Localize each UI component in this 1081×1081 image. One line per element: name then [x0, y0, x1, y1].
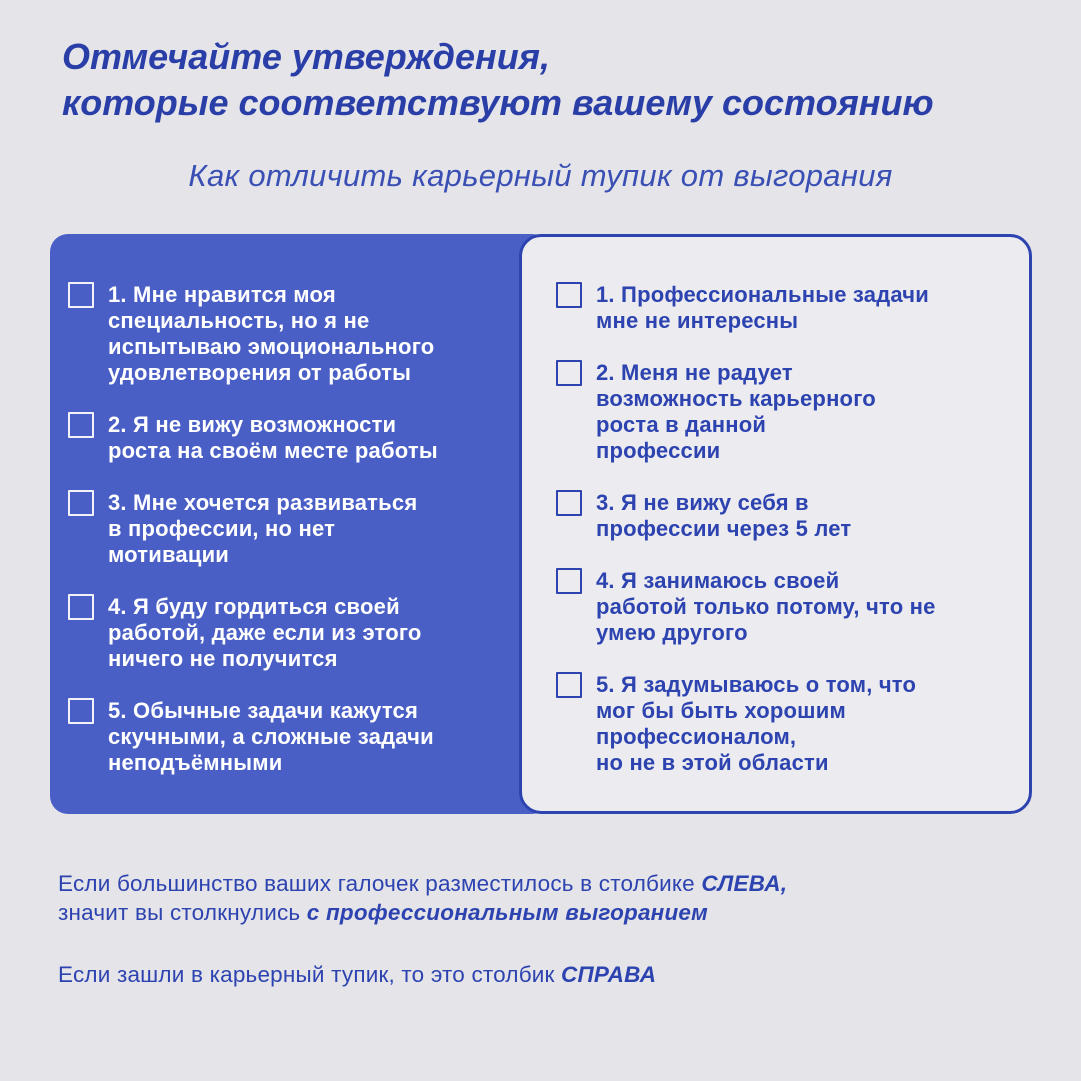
- checklist-item-text: 4. Я буду гордиться своей работой, даже если из этого ничего не получится: [108, 594, 422, 671]
- checkbox[interactable]: [556, 672, 582, 698]
- checklist-item[interactable]: [556, 568, 936, 646]
- checklist-item-text: 1. Профессиональные задачи мне не интересны: [596, 282, 929, 333]
- checklist-item-text: 5. Обычные задачи кажутся скучными, а сложные задачи неподъёмными: [108, 698, 434, 775]
- checkbox[interactable]: [68, 282, 94, 308]
- checklist-item-text: 5. Я задумываюсь о том, что мог бы быть хорошим профессионалом, но не в этой области: [596, 672, 917, 775]
- checkbox[interactable]: [556, 282, 582, 308]
- checkbox[interactable]: [556, 568, 582, 594]
- checklist-item[interactable]: [68, 594, 422, 672]
- checklist-item[interactable]: [556, 672, 916, 776]
- checklist-item-text: 4. Я занимаюсь своей работой только потому, что не умею другого: [596, 568, 936, 645]
- checkbox[interactable]: [68, 412, 94, 438]
- checklist-item-text: 2. Меня не радует возможность карьерного роста в данной профессии: [596, 360, 876, 463]
- footer-text: Если зашли в карьерный тупик, то это столбик: [58, 962, 562, 987]
- checkbox[interactable]: [68, 594, 94, 620]
- footer-text: значит вы столкнулись: [58, 900, 307, 925]
- checklist-item[interactable]: [68, 282, 434, 386]
- checkbox[interactable]: [556, 490, 582, 516]
- checklist-item[interactable]: [556, 360, 876, 464]
- subtitle: Как отличить карьерный тупик от выгорания: [188, 158, 893, 193]
- checklist-item[interactable]: [556, 282, 929, 334]
- checkbox[interactable]: [556, 360, 582, 386]
- career-deadlock-column: [519, 234, 1032, 814]
- title-line-2: которые соответствуют вашему состоянию: [62, 82, 934, 123]
- footer-emphasis-left: СЛЕВА,: [701, 871, 788, 896]
- checklist-item-text: 3. Мне хочется развиваться в профессии, но нет мотивации: [108, 490, 418, 567]
- result-explanation-deadlock: [58, 960, 656, 989]
- footer-emphasis-burnout: с профессиональным выгоранием: [306, 900, 708, 925]
- title-line-1: Отмечайте утверждения,: [62, 36, 550, 77]
- checklist-item[interactable]: [68, 698, 434, 776]
- checkbox[interactable]: [68, 490, 94, 516]
- footer-emphasis-right: СПРАВА: [561, 962, 657, 987]
- result-explanation-burnout: [58, 869, 787, 927]
- checklist-item-text: 1. Мне нравится моя специальность, но я не испытываю эмоционального удовлетворения от работы: [108, 282, 435, 385]
- footer-text: Если большинство ваших галочек разместилось в столбике: [58, 871, 702, 896]
- checklist-item-text: 3. Я не вижу себя в профессии через 5 лет: [596, 490, 852, 541]
- checklist-item[interactable]: [68, 412, 438, 464]
- checklist-item[interactable]: [68, 490, 417, 568]
- page-title: [62, 34, 934, 126]
- checklist-item-text: 2. Я не вижу возможности роста на своём месте работы: [108, 412, 438, 463]
- burnout-column: [50, 234, 550, 814]
- checklist-item[interactable]: [556, 490, 851, 542]
- checkbox[interactable]: [68, 698, 94, 724]
